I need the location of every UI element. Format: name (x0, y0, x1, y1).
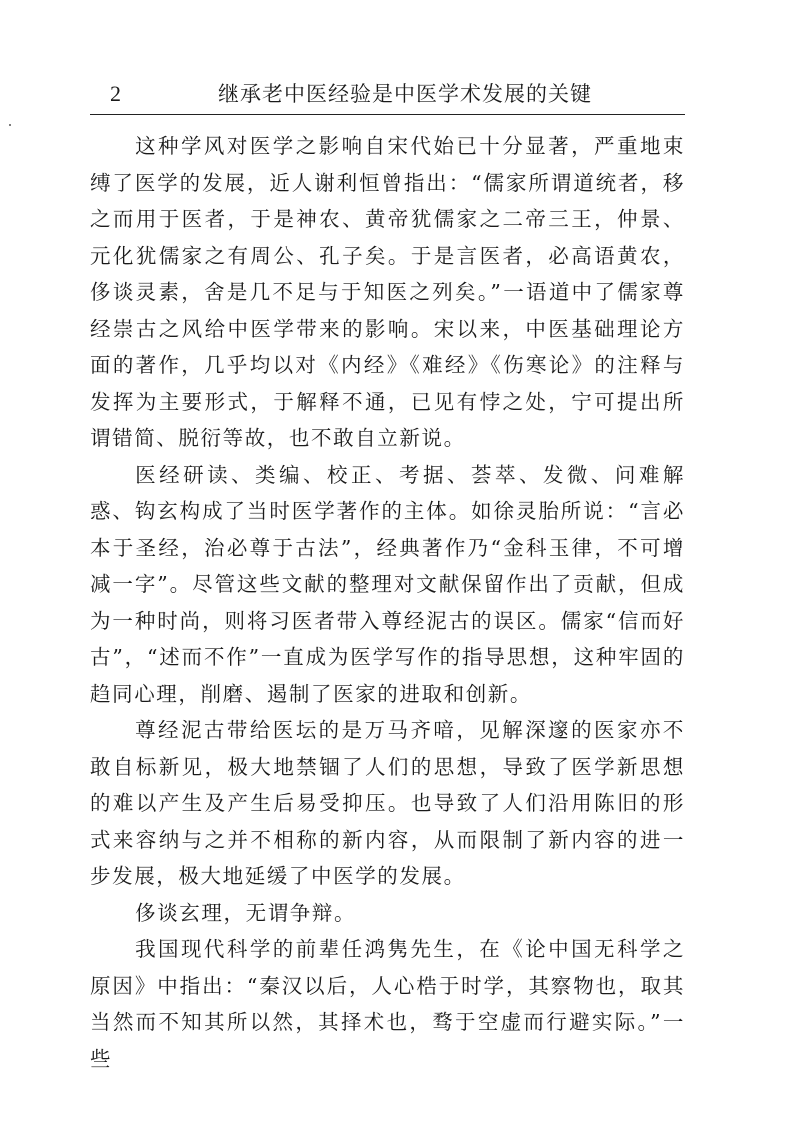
page-number: 2 (110, 81, 121, 106)
header-rule (90, 114, 685, 115)
paragraph-5: 我国现代科学的前辈任鸿隽先生，在《论中国无科学之原因》中指出：“秦汉以后，人心梏于时学，其察物也，取其当然而不知其所以然，其择术也，骛于空虚而行避实际。”一些 (90, 937, 685, 1071)
page-header (90, 78, 685, 112)
paragraph-4: 侈谈玄理，无谓争辩。 (135, 900, 357, 925)
running-title: 继承老中医经验是中医学术发展的关键 (218, 82, 592, 106)
margin-speck (9, 124, 11, 126)
body-text (90, 128, 685, 1077)
paragraph-3: 尊经泥古带给医坛的是万马齐喑，见解深邃的医家亦不敢自标新见，极大地禁锢了人们的思想，导致了医学新思想的难以产生及产生后易受抑压。也导致了人们沿用陈旧的形式来容纳与之并不相称的新内容，从而限制了新内容的进一步发展，极大地延缓了中医学的发展。 (90, 718, 685, 888)
paragraph-2: 医经研读、类编、校正、考据、荟萃、发微、问难解惑、钩玄构成了当时医学著作的主体。如徐灵胎所说：“言必本于圣经，治必尊于古法”，经典著作乃“金科玉律，不可增减一字”。尽管这些文献的整理对文献保留作出了贡献，但成为一种时尚，则将习医者带入尊经泥古的误区。儒家“信而好古”，“述而不作”一直成为医学写作的指导思想，这种牢固的趋同心理，削磨、遏制了医家的进取和创新。 (90, 462, 685, 706)
paragraph-1: 这种学风对医学之影响自宋代始已十分显著，严重地束缚了医学的发展，近人谢利恒曾指出：“儒家所谓道统者，移之而用于医者，于是神农、黄帝犹儒家之二帝三王，仲景、元化犹儒家之有周公、孔子矣。于是言医者，必高语黄农，侈谈灵素，舍是几不足与于知医之列矣。”一语道中了儒家尊经崇古之风给中医学带来的影响。宋以来，中医基础理论方面的著作，几乎均以对《内经》《难经》《伤寒论》的注释与发挥为主要形式，于解释不通，已见有悖之处，宁可提出所谓错简、脱衍等故，也不敢自立新说。 (90, 134, 685, 450)
